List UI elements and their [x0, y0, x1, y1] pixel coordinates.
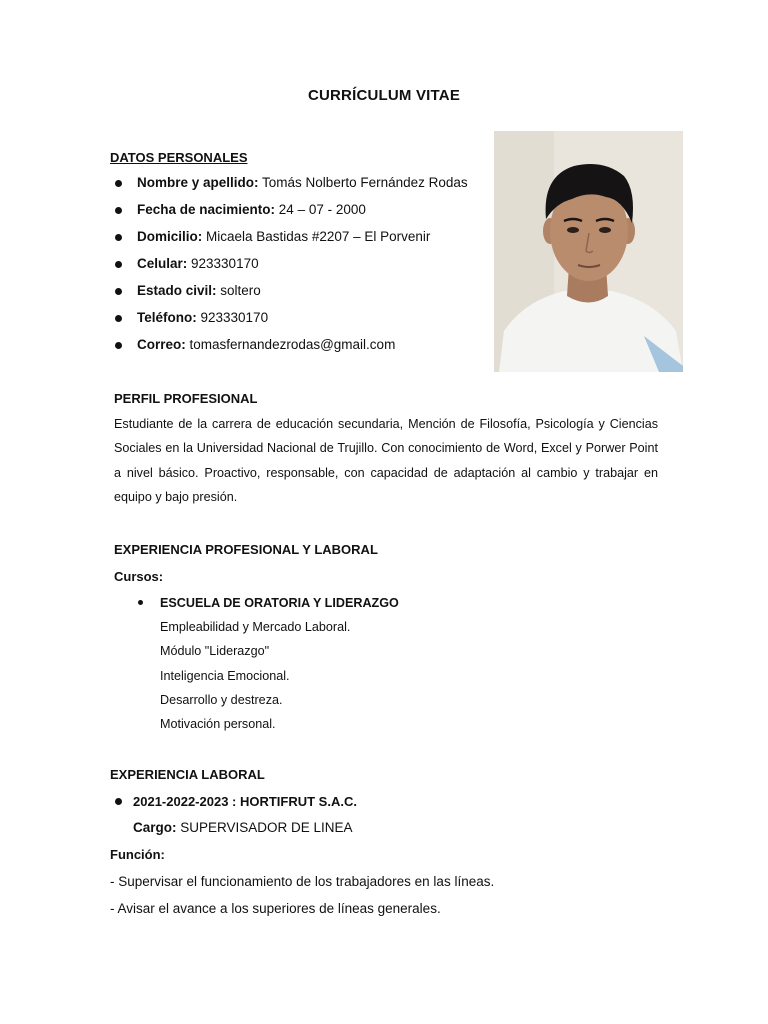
function-item: - Avisar el avance a los superiores de líneas generales.: [110, 901, 441, 916]
cargo-label: Cargo:: [133, 820, 177, 835]
function-label: Función:: [110, 847, 165, 862]
item-value: tomasfernandezrodas@gmail.com: [185, 337, 396, 352]
bullet: [115, 180, 122, 187]
bullet: [115, 288, 122, 295]
bullet: [115, 207, 122, 214]
course-item: Empleabilidad y Mercado Laboral.: [160, 620, 351, 634]
course-item: Módulo "Liderazgo": [160, 644, 270, 658]
cargo-value: SUPERVISADOR DE LINEA: [176, 820, 353, 835]
course-item: Inteligencia Emocional.: [160, 669, 290, 683]
personal-item: [137, 175, 468, 190]
personal-item: [137, 202, 366, 217]
personal-item: [137, 337, 395, 352]
bullet: [115, 342, 122, 349]
portrait-illustration: [494, 131, 683, 372]
personal-item: [137, 283, 261, 298]
page-title: CURRÍCULUM VITAE: [307, 87, 461, 104]
item-value: 923330170: [196, 310, 269, 325]
item-label: Celular:: [137, 256, 188, 271]
item-label: Fecha de nacimiento:: [137, 202, 276, 217]
item-value: soltero: [216, 283, 261, 298]
bullet: [115, 261, 122, 268]
bullet: [115, 234, 122, 241]
item-value: Micaela Bastidas #2207 – El Porvenir: [202, 229, 431, 244]
personal-heading: DATOS PERSONALES: [110, 150, 248, 165]
course-item: Motivación personal.: [160, 717, 276, 731]
bullet: [138, 600, 143, 605]
profile-heading: PERFIL PROFESIONAL: [114, 391, 258, 406]
cargo-row: [133, 820, 353, 835]
item-value: Tomás Nolberto Fernández Rodas: [258, 175, 468, 190]
experience-work-heading: EXPERIENCIA LABORAL: [110, 767, 265, 782]
profile-text: Estudiante de la carrera de educación secundaria, Mención de Filosofía, Psicología y Ciencias Sociales en la Universidad Nacional de Trujillo. Con conocimiento de Word, Excel y Porwer Point a nivel básico. Proactivo, responsable, con capacidad de adaptación al cambio y trabajar en equipo y bajo presión.: [114, 417, 658, 504]
personal-item: [137, 229, 430, 244]
item-label: Estado civil:: [137, 283, 217, 298]
profile-photo: [494, 131, 683, 372]
course-item: Desarrollo y destreza.: [160, 693, 283, 707]
item-label: Nombre y apellido:: [137, 175, 259, 190]
courses-label: Cursos:: [114, 569, 164, 584]
item-value: 923330170: [187, 256, 259, 271]
item-label: Teléfono:: [137, 310, 197, 325]
item-label: Domicilio:: [137, 229, 203, 244]
personal-item: [137, 256, 259, 271]
job-title: 2021-2022-2023 : HORTIFRUT S.A.C.: [133, 794, 357, 809]
experience-prof-heading: EXPERIENCIA PROFESIONAL Y LABORAL: [114, 542, 378, 557]
item-label: Correo:: [137, 337, 186, 352]
bullet: [115, 315, 122, 322]
personal-item: [137, 310, 268, 325]
school-name: ESCUELA DE ORATORIA Y LIDERAZGO: [160, 596, 399, 610]
function-item: - Supervisar el funcionamiento de los trabajadores en las líneas.: [110, 874, 495, 889]
bullet: [115, 798, 122, 805]
item-value: 24 – 07 - 2000: [275, 202, 366, 217]
